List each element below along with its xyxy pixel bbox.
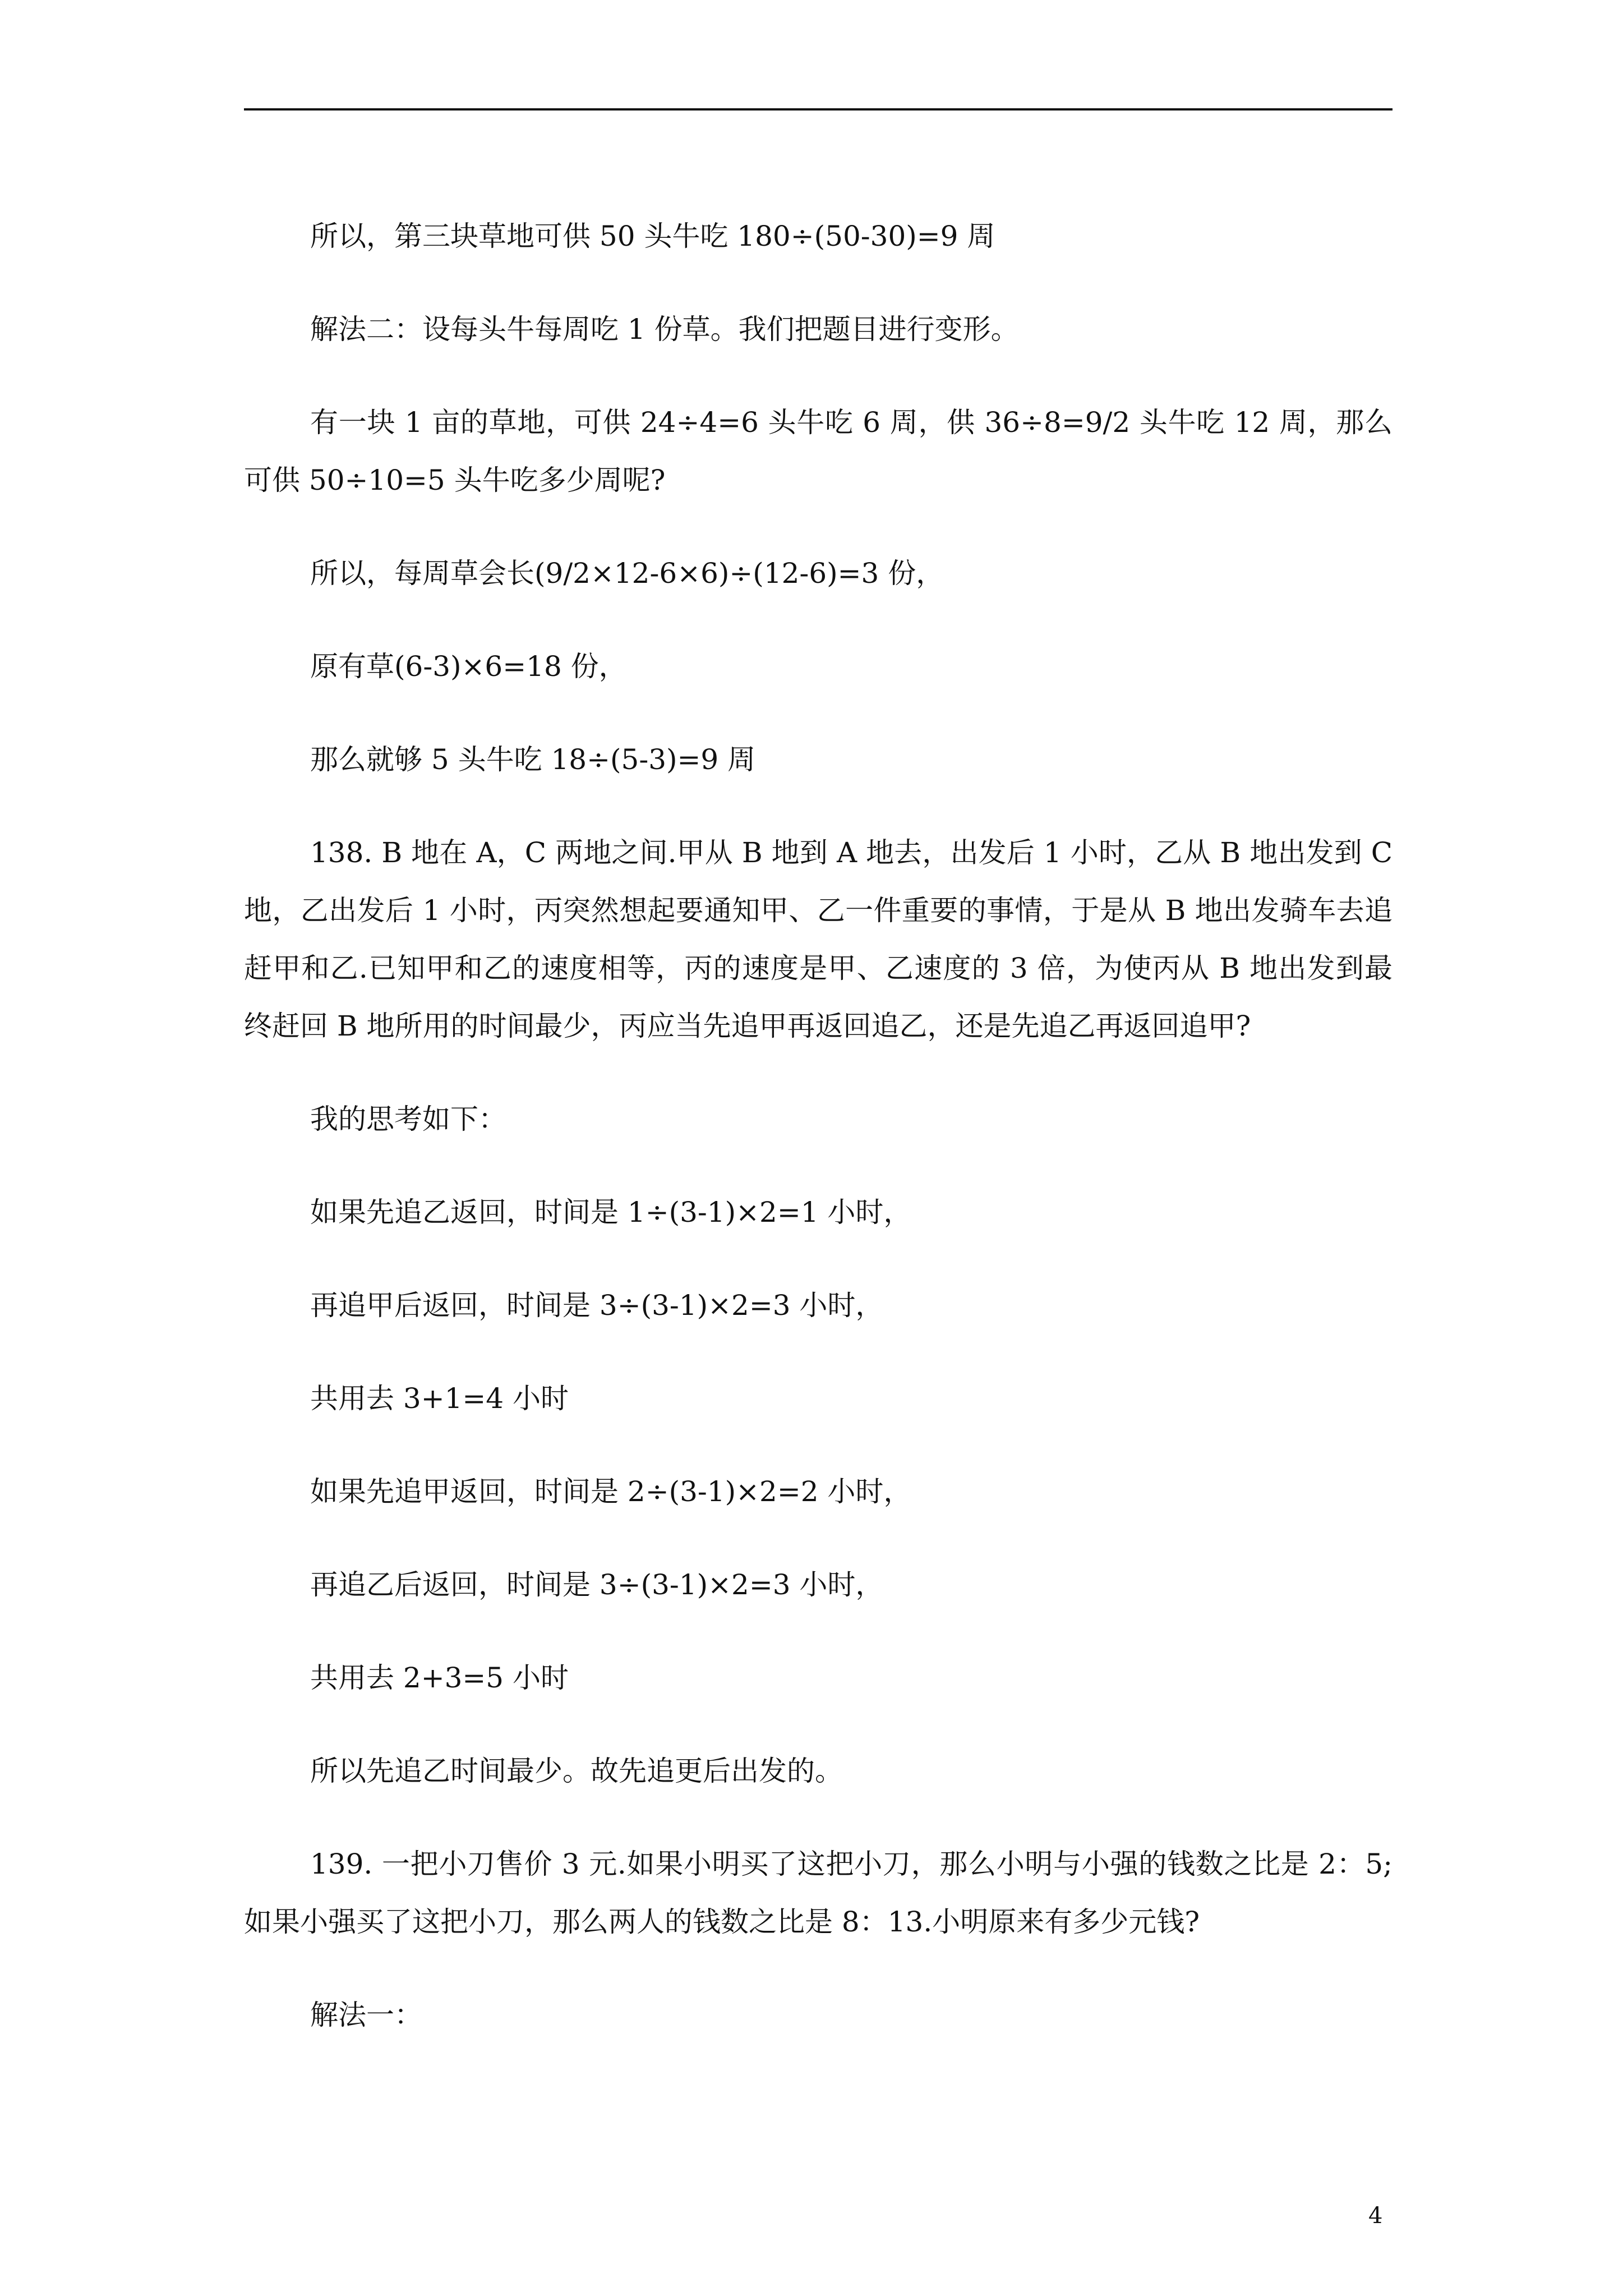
paragraph: 共用去 2+3=5 小时 (310, 1662, 569, 1694)
paragraph: 共用去 3+1=4 小时 (310, 1382, 569, 1415)
paragraph: 如果先追甲返回，时间是 2÷(3-1)×2=2 小时， (310, 1475, 912, 1508)
paragraph: 再追乙后返回，时间是 3÷(3-1)×2=3 小时， (310, 1568, 884, 1601)
paragraph: 解法二：设每头牛每周吃 1 份草。我们把题目进行变形。 (310, 313, 1019, 346)
paragraph: 解法一： (310, 1999, 422, 2031)
paragraph: 所以，第三块草地可供 50 头牛吃 180÷(50-30)=9 周 (310, 220, 995, 252)
problem-139: 139. 一把小刀售价 3 元.如果小明买了这把小刀，那么小明与小强的钱数之比是 2：5;如果小强买了这把小刀，那么两人的钱数之比是 8：13.小明原来有多少元钱? (244, 1848, 1393, 1938)
document-body (244, 208, 1393, 2079)
paragraph: 所以先追乙时间最少。故先追更后出发的。 (310, 1755, 843, 1787)
page-number: 4 (1368, 2203, 1383, 2229)
paragraph: 所以，每周草会长(9/2×12-6×6)÷(12-6)=3 份， (310, 557, 944, 590)
problem-138: 138. B 地在 A，C 两地之间.甲从 B 地到 A 地去，出发后 1 小时，乙从 B 地出发到 C 地，乙出发后 1 小时，丙突然想起要通知甲、乙一件重要的事情，于是从 B 地出发骑车去追赶甲和乙.已知甲和乙的速度相等，丙的速度是甲、乙速度的 3 倍，为使丙从 B 地出发到最终赶回 B 地所用的时间最少，丙应当先追甲再返回追乙，还是先追乙再返回追甲? (244, 836, 1393, 1042)
paragraph: 有一块 1 亩的草地，可供 24÷4=6 头牛吃 6 周，供 36÷8=9/2 头牛吃 12 周，那么可供 50÷10=5 头牛吃多少周呢? (244, 406, 1393, 496)
paragraph: 那么就够 5 头牛吃 18÷(5-3)=9 周 (310, 743, 756, 776)
paragraph: 再追甲后返回，时间是 3÷(3-1)×2=3 小时， (310, 1289, 884, 1322)
paragraph: 我的思考如下： (310, 1103, 506, 1135)
paragraph: 如果先追乙返回，时间是 1÷(3-1)×2=1 小时， (310, 1196, 912, 1228)
header-rule (244, 108, 1393, 111)
paragraph: 原有草(6-3)×6=18 份， (310, 650, 627, 683)
